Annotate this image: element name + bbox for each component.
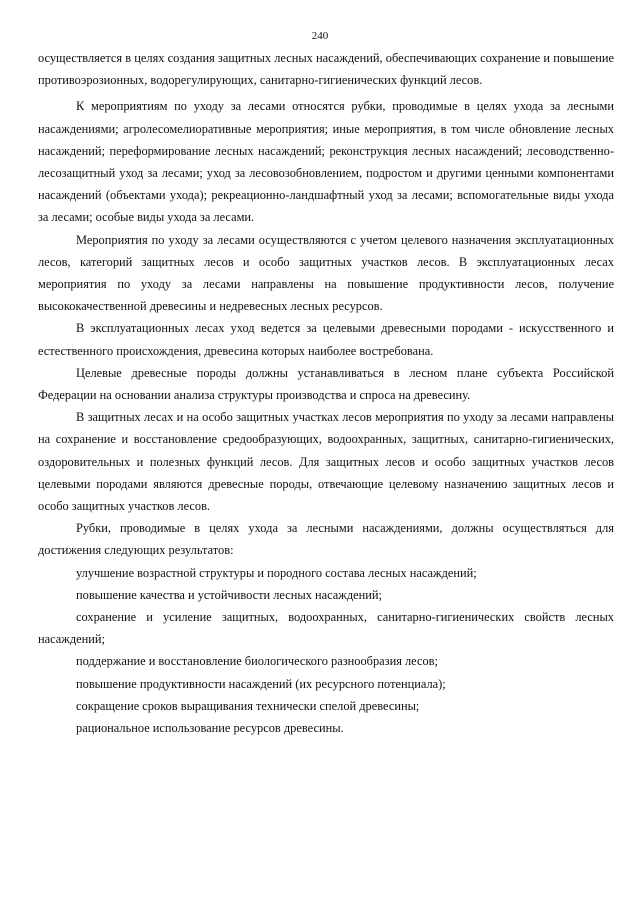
list-item: сокращение сроков выращивания технически спелой древесины; — [76, 698, 420, 713]
list-item: улучшение возрастной структуры и породного состава лесных насаждений; — [76, 565, 477, 580]
paragraph-continuation: осуществляется в целях создания защитных лесных насаждений, обеспечивающих сохранение и повышение противоэрозионных, водорегулирующих, санитарно-гигиенических функций лесов. — [38, 51, 614, 88]
list-item: рациональное использование ресурсов древесины. — [76, 721, 344, 736]
paragraph-purpose-of-care: Мероприятия по уходу за лесами осуществляются с учетом целевого назначения эксплуатационных лесов, категорий защитных лесов и особо защитных участков лесов. В эксплуатационных лесах мероприятия по уходу за лесами направлены на повышение продуктивности лесов, получение высококачественной древесины и недревесных лесных ресурсов. — [38, 232, 614, 314]
list-item: повышение продуктивности насаждений (их ресурсного потенциала); — [76, 676, 446, 691]
document-body — [38, 47, 614, 739]
paragraph-protective-forests: В защитных лесах и на особо защитных участках лесов мероприятия по уходу за лесами направлены на сохранение и восстановление средообразующих, водоохранных, защитных, санитарно-гигиенических, оздоровительных и полезных функций лесов. Для защитных лесов и особо защитных участков лесов целевыми породами являются древесные породы, отвечающие целевому назначению защитных лесов и особо защитных участков лесов. — [38, 410, 614, 514]
paragraph-exploitation-forests: В эксплуатационных лесах уход ведется за целевыми древесными породами - искусственного и естественного происхождения, древесина которых наиболее востребована. — [38, 321, 614, 358]
list-item: повышение качества и устойчивости лесных насаждений; — [76, 587, 382, 602]
paragraph-cutting-results: Рубки, проводимые в целях ухода за лесными насаждениями, должны осуществляться для достижения следующих результатов: — [38, 521, 614, 558]
list-item: сохранение и усиление защитных, водоохранных, санитарно-гигиенических свойств лесных насаждений; — [38, 610, 614, 647]
page-number: 240 — [311, 30, 329, 42]
paragraph-target-species: Целевые древесные породы должны устанавливаться в лесном плане субъекта Российской Федерации на основании анализа структуры производства и спроса на древесину. — [38, 365, 614, 403]
list-item: поддержание и восстановление биологического разнообразия лесов; — [76, 654, 438, 669]
paragraph-care-measures: К мероприятиям по уходу за лесами относятся рубки, проводимые в целях ухода за лесными насаждениями; агролесомелиоративные мероприятия; иные мероприятия, в том числе обновление лесных насаждений; переформирование лесных насаждений; реконструкция лесных насаждений; лесоводственно-лесозащитный уход за лесами; уход за лесовозобновлением, подростом и другими ценными компонентами насаждений (объектами ухода); рекреационно-ландшафтный уход за лесами; вспомогательные виды ухода за лесами; особые виды ухода за лесами. — [38, 99, 614, 225]
